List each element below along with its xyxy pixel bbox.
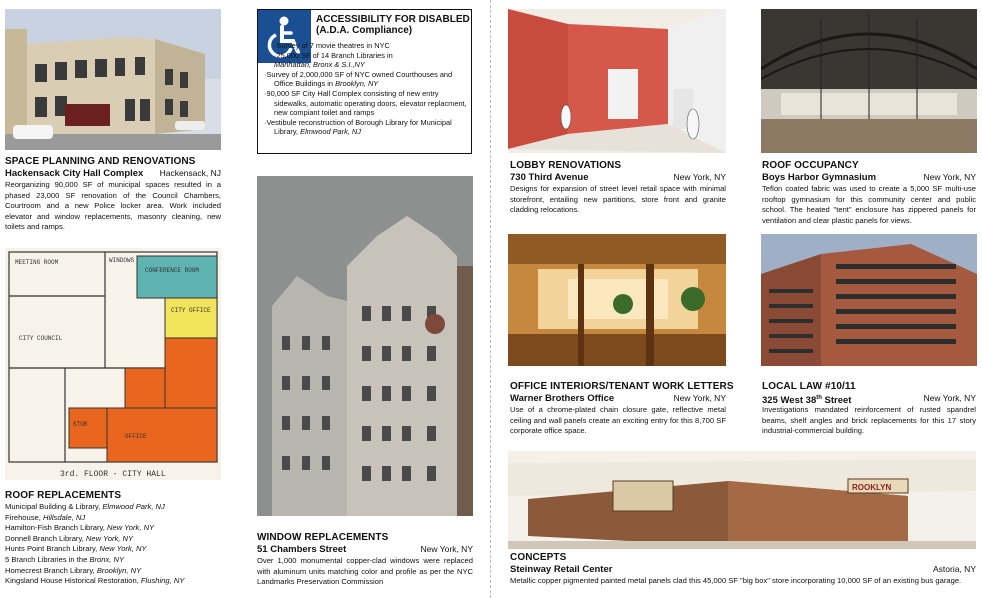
roof-occupancy-heading: ROOF OCCUPANCY: [762, 160, 859, 171]
lobby-rendering: [508, 9, 726, 153]
local-law-project: 325 West 38th Street: [762, 395, 852, 407]
plan-label-meeting-room: MEETING ROOM: [15, 259, 59, 266]
plan-label-office: OFFICE: [125, 433, 147, 440]
list-item: Hamilton-Fish Branch Library, New York, NY: [5, 523, 155, 533]
concepts-project: Steinway Retail Center: [510, 564, 613, 575]
roof-occupancy-project: Boys Harbor Gymnasium: [762, 172, 877, 183]
roof-occupancy-subheading: [762, 172, 976, 183]
space-planning-subheading: [5, 168, 221, 179]
office-interiors-project: Warner Brothers Office: [510, 393, 615, 404]
list-item: Donnell Branch Library, New York, NY: [5, 533, 134, 543]
window-replacements-subheading: [257, 544, 473, 555]
steinway-rendering: [508, 451, 976, 549]
list-item: ·Survey of 7 movie theatres in NYC: [274, 41, 390, 50]
local-law-heading: LOCAL LAW #10/11: [762, 381, 856, 392]
concepts-body: Metallic copper pigmented painted metal panels clad this 45,000 SF "big box" store incorporating 10,000 SF of an existing bus garage.: [510, 576, 962, 585]
list-item: Kingsland House Historical Restoration, Flushing, NY: [5, 576, 185, 586]
plan-label-council: CITY COUNCIL: [19, 335, 63, 342]
window-replacements-project: 51 Chambers Street: [257, 544, 347, 555]
city-hall-floor-plan: [5, 248, 221, 480]
list-item: Firehouse, Hillsdale, NJ: [5, 512, 86, 522]
list-item: 5 Branch Libraries in the Bronx, NY: [5, 554, 125, 564]
floor-plan-caption: 3rd. FLOOR - CITY HALL: [60, 470, 166, 479]
chambers-street-photo: [257, 176, 473, 516]
lobby-project: 730 Third Avenue: [510, 172, 589, 183]
list-item: ·Vestibule reconstruction of Borough Library for Municipal Library, Elmwood Park, NJ: [264, 117, 452, 137]
list-item: ·90,000 SF City Hall Complex consisting of new entry sidewalks, automatic operating doors, elevator replacment, new compiant toilet and ramps: [264, 88, 467, 118]
window-replacements-body: Over 1,000 monumental copper-clad windows were replaced with aluminum units matching color and profile as per the NYC Landmarks Preservation Commission: [257, 556, 473, 587]
space-planning-body: Reorganizing 90,000 SF of municipal spaces resulted in a phased 23,000 SF renovation of the Council Chambers, Courtroom and a new Police locker area. Work included elevator and window replacements, masonry cleaning, new toilets and ramps.: [5, 180, 221, 232]
west-38th-building-photo: [761, 234, 977, 366]
list-item: Municipal Building & Library, Elmwood Park, NJ: [5, 502, 165, 511]
office-interiors-body: Use of a chrome-plated chain closure gate, reflective metal ceiling and wall panels create an exciting entry for this 8,700 SF corporate office space.: [510, 405, 726, 436]
list-item: Manhattan, Bronx & S.I.,NY: [274, 60, 365, 70]
window-replacements-heading: WINDOW REPLACEMENTS: [257, 532, 389, 543]
lobby-location: New York, NY: [673, 172, 726, 182]
ada-list: [264, 41, 469, 137]
office-interiors-location: New York, NY: [673, 393, 726, 403]
office-interiors-subheading: [510, 393, 726, 404]
plan-label-windows: WINDOWS: [109, 257, 135, 264]
gymnasium-photo: [761, 9, 977, 153]
steinway-sign-text: ROOKLYN: [852, 483, 892, 492]
lobby-subheading: [510, 172, 726, 183]
ada-title: ACCESSIBILITY FOR DISABLED (A.D.A. Compliance): [316, 14, 470, 36]
list-item: ·Survey of 2,000,000 SF of NYC owned Courthouses and Office Buildings in Brooklyn, NY: [264, 69, 453, 89]
city-hall-photo: [5, 9, 221, 150]
lobby-heading: LOBBY RENOVATIONS: [510, 160, 622, 171]
plan-label-city-office: CITY OFFICE: [171, 307, 211, 314]
local-law-location: New York, NY: [923, 393, 976, 403]
warner-office-photo: [508, 234, 726, 366]
space-planning-heading: SPACE PLANNING AND RENOVATIONS: [5, 156, 196, 167]
window-replacements-location: New York, NY: [420, 544, 473, 554]
list-item: Hunts Point Branch Library, New York, NY: [5, 544, 147, 554]
lobby-body: Designs for expansion of street level retail space with minimal storefront, entailing new partitions, store front and granite cladding relocations.: [510, 184, 726, 215]
roof-occupancy-body: Teflon coated fabric was used to create a 5,000 SF multi-use rooftop gymnasium for this community center and public school. The heated "tent" enclosure has zippered panels for ventilation and clear plastic panels for views.: [762, 184, 976, 225]
local-law-body: Investigations mandated reinforcement of rusted spandrel beams, shelf angles and brick replacements for this 17 story industrial-commercial building.: [762, 405, 976, 436]
roof-occupancy-location: New York, NY: [923, 172, 976, 182]
list-item: ·25,000 SF of 14 Branch Libraries in: [274, 50, 393, 60]
plan-label-stor: STOR: [73, 421, 88, 428]
concepts-heading: CONCEPTS: [510, 552, 567, 563]
roof-replacements-list: [5, 502, 221, 587]
concepts-subheading: [510, 564, 976, 575]
plan-label-conference: CONFERENCE ROOM: [145, 267, 200, 274]
space-planning-project: Hackensack City Hall Complex: [5, 168, 144, 179]
space-planning-location: Hackensack, NJ: [159, 168, 221, 178]
roof-replacements-heading: ROOF REPLACEMENTS: [5, 490, 122, 501]
office-interiors-heading: OFFICE INTERIORS/TENANT WORK LETTERS: [510, 381, 734, 392]
concepts-location: Astoria, NY: [933, 564, 976, 574]
page-fold-line: [490, 0, 492, 598]
ada-compliance-box: [257, 9, 472, 154]
list-item: Homecrest Branch Library, Brooklyn, NY: [5, 565, 142, 575]
